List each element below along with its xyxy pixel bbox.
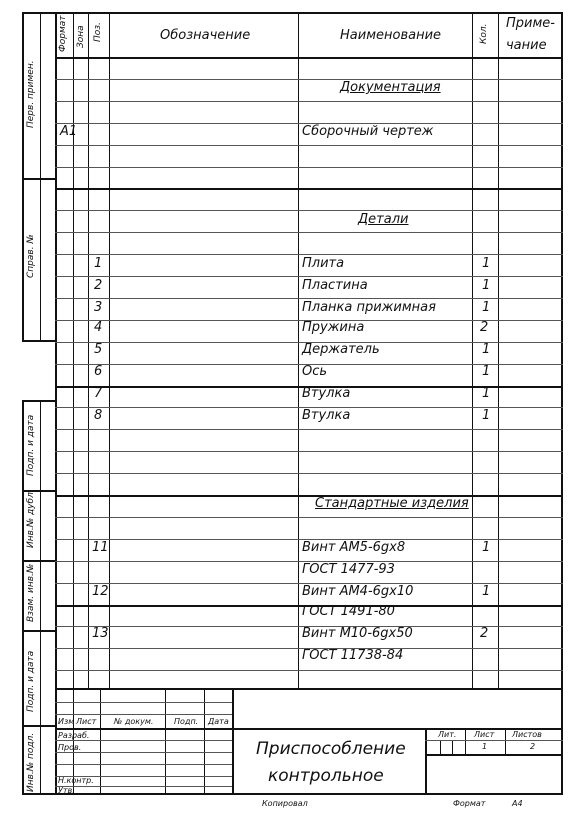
tb-hline bbox=[55, 764, 232, 765]
row-name: Втулка bbox=[302, 408, 351, 423]
col-line bbox=[498, 12, 499, 688]
row-name: Пружина bbox=[302, 320, 365, 335]
table-row-line bbox=[55, 79, 563, 80]
sidebar-inv-podl: Инв.№ подл. bbox=[26, 732, 36, 792]
header-pos: Поз. bbox=[93, 22, 103, 42]
header-qty: Кол. bbox=[479, 23, 489, 44]
header-designation: Обозначение bbox=[160, 28, 251, 43]
row-qty: 1 bbox=[482, 278, 491, 293]
tb-title-line2: контрольное bbox=[268, 766, 384, 786]
row-qty: 2 bbox=[480, 626, 489, 641]
footer-format-value: А4 bbox=[512, 799, 523, 808]
tb-utv: Утв. bbox=[58, 786, 75, 795]
sidebar-inv-dubl: Инв.№ дубл. bbox=[26, 489, 36, 548]
tb-list2: Лист bbox=[474, 730, 495, 739]
row-pos: 6 bbox=[94, 364, 103, 379]
tb-line bbox=[232, 688, 234, 795]
table-row-line bbox=[55, 517, 563, 518]
footer-kopiroval: Копировал bbox=[262, 799, 308, 808]
tb-hline bbox=[55, 714, 232, 715]
tb-line bbox=[440, 740, 441, 754]
row-pos: 7 bbox=[94, 386, 103, 401]
row-qty: 1 bbox=[482, 540, 491, 555]
tb-podp: Подп. bbox=[174, 717, 199, 726]
tb-listov: Листов bbox=[512, 730, 542, 739]
header-format: Формат bbox=[58, 15, 68, 52]
table-row-line bbox=[55, 473, 563, 474]
row-name: ГОСТ 1491-80 bbox=[302, 604, 395, 619]
row-format: А1 bbox=[60, 124, 78, 139]
section-documentation: Документация bbox=[340, 80, 441, 95]
table-row-line bbox=[55, 232, 563, 233]
row-pos: 12 bbox=[92, 584, 109, 599]
table-row-line bbox=[55, 429, 563, 430]
tb-line bbox=[204, 688, 205, 795]
col-line bbox=[298, 12, 299, 688]
row-name: Планка прижимная bbox=[302, 300, 436, 315]
row-qty: 1 bbox=[482, 584, 491, 599]
tb-line bbox=[425, 728, 427, 795]
tb-title-line1: Приспособление bbox=[256, 739, 406, 759]
row-qty: 1 bbox=[482, 256, 491, 271]
col-line bbox=[88, 12, 89, 688]
col-line bbox=[73, 12, 74, 688]
tb-hline bbox=[55, 786, 232, 787]
tb-hline bbox=[425, 740, 563, 741]
table-row-line bbox=[55, 188, 563, 190]
row-pos: 1 bbox=[94, 256, 103, 271]
row-qty: 1 bbox=[482, 342, 491, 357]
tb-line bbox=[465, 728, 466, 754]
tb-list-value: 1 bbox=[482, 742, 488, 751]
table-row-line bbox=[55, 254, 563, 255]
tb-listov-value: 2 bbox=[530, 742, 536, 751]
tb-line bbox=[452, 740, 453, 754]
tb-line bbox=[505, 728, 506, 754]
table-row-line bbox=[55, 145, 563, 146]
tb-data: Дата bbox=[208, 717, 229, 726]
header-note-2: чание bbox=[506, 38, 547, 53]
row-qty: 1 bbox=[482, 386, 491, 401]
section-details: Детали bbox=[358, 212, 409, 227]
row-qty: 2 bbox=[480, 320, 489, 335]
table-row-line bbox=[55, 451, 563, 452]
tb-n-kontr: Н.контр. bbox=[58, 776, 94, 785]
tb-line bbox=[100, 688, 101, 795]
table-row-line bbox=[55, 276, 563, 277]
tb-lit: Лит. bbox=[438, 730, 457, 739]
row-pos: 4 bbox=[94, 320, 103, 335]
table-row-line bbox=[55, 101, 563, 102]
header-zone: Зона bbox=[76, 25, 86, 48]
row-name: Винт АМ5-6gx8 bbox=[302, 540, 406, 555]
row-name: ГОСТ 1477-93 bbox=[302, 562, 395, 577]
footer-format-label: Формат bbox=[453, 799, 486, 808]
header-note-1: Приме- bbox=[506, 16, 555, 31]
row-qty: 1 bbox=[482, 364, 491, 379]
tb-hline bbox=[55, 702, 232, 703]
row-pos: 5 bbox=[94, 342, 103, 357]
tb-prov: Пров. bbox=[58, 743, 82, 752]
row-name: Винт АМ4-6gx10 bbox=[302, 584, 414, 599]
row-qty: 1 bbox=[482, 300, 491, 315]
table-row-line bbox=[55, 670, 563, 671]
tb-hline bbox=[425, 754, 563, 756]
sidebar-sprav-no: Справ. № bbox=[26, 234, 36, 278]
sidebar-podp-data-1: Подп. и дата bbox=[26, 414, 36, 476]
tb-hline bbox=[55, 740, 232, 741]
sidebar-vzam-inv: Взам. инв.№ bbox=[26, 563, 36, 622]
row-pos: 3 bbox=[94, 300, 103, 315]
table-row-line bbox=[55, 495, 563, 497]
row-name: Сборочный чертеж bbox=[302, 124, 434, 139]
tb-hline bbox=[55, 752, 232, 753]
row-pos: 11 bbox=[92, 540, 109, 555]
row-name: Втулка bbox=[302, 386, 351, 401]
tb-izm: Изм bbox=[58, 717, 75, 726]
row-name: Держатель bbox=[302, 342, 380, 357]
row-pos: 8 bbox=[94, 408, 103, 423]
table-row-line bbox=[55, 167, 563, 168]
row-name: Плита bbox=[302, 256, 345, 271]
row-pos: 2 bbox=[94, 278, 103, 293]
sidebar-perv-primen: Перв. примен. bbox=[26, 60, 36, 128]
header-name: Наименование bbox=[340, 28, 442, 43]
row-name: Пластина bbox=[302, 278, 368, 293]
row-name: Ось bbox=[302, 364, 328, 379]
row-pos: 13 bbox=[92, 626, 109, 641]
row-qty: 1 bbox=[482, 408, 491, 423]
col-line bbox=[109, 12, 110, 688]
table-row-line bbox=[55, 210, 563, 211]
section-standard: Стандартные изделия bbox=[315, 496, 469, 511]
sidebar-inner-line bbox=[40, 400, 41, 795]
sidebar-podp-data-2: Подп. и дата bbox=[26, 650, 36, 712]
sidebar-inner-line bbox=[40, 12, 41, 342]
tb-doc-no: № докум. bbox=[114, 717, 154, 726]
table-row-line bbox=[55, 298, 563, 299]
tb-razrab: Разраб. bbox=[58, 731, 90, 740]
col-line bbox=[472, 12, 473, 688]
title-block-top bbox=[55, 688, 563, 690]
tb-list: Лист bbox=[76, 717, 97, 726]
row-name: Винт М10-6gx50 bbox=[302, 626, 413, 641]
tb-line bbox=[165, 688, 166, 795]
row-name: ГОСТ 11738-84 bbox=[302, 648, 404, 663]
header-bottom-line bbox=[55, 57, 563, 59]
